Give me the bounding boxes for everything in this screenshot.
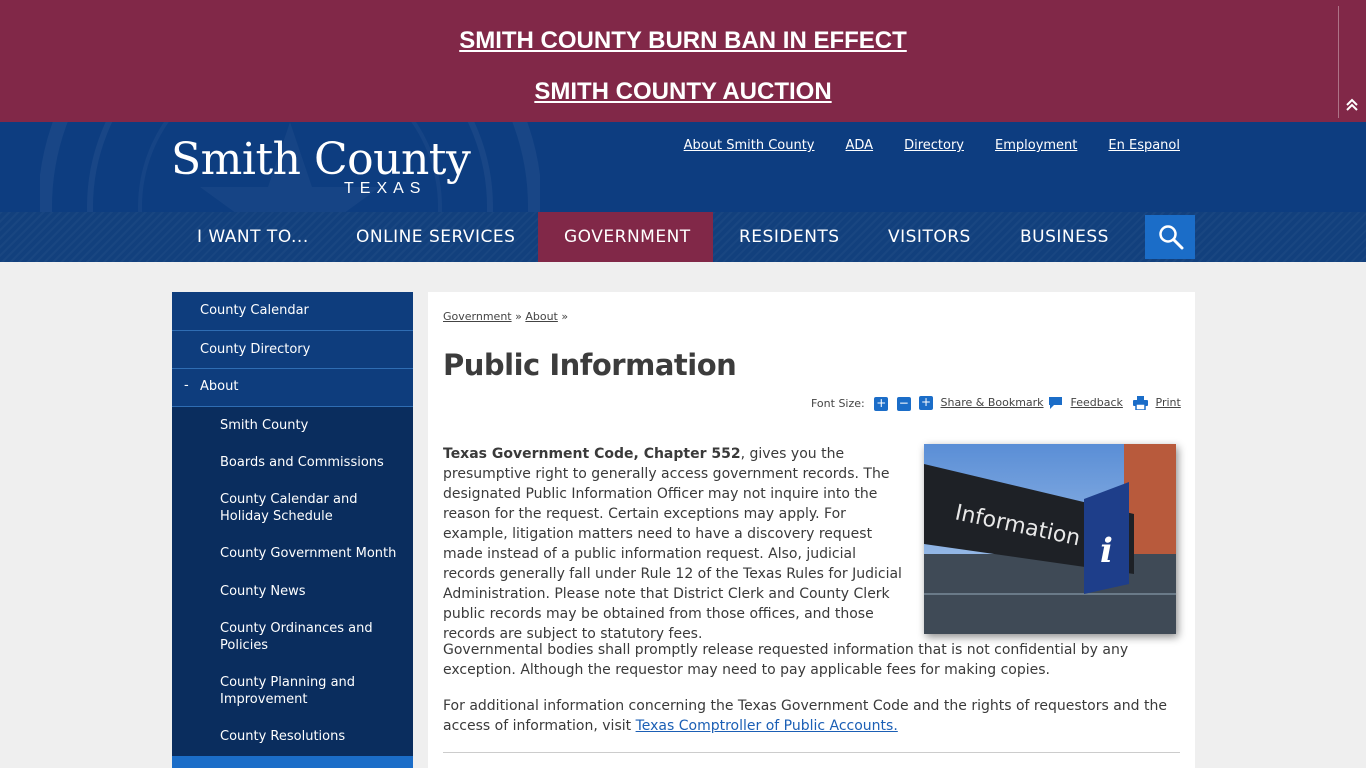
subnav-item-government-month[interactable]: County Government Month — [220, 546, 397, 561]
sidebar-item-label: About — [200, 379, 239, 394]
subnav-item-boards[interactable]: Boards and Commissions — [220, 455, 384, 470]
release-paragraph: Governmental bodies shall promptly release requested information that is not confidential by any exception. Although the requestor may need to pay applicable fees for making copies. — [443, 642, 1129, 678]
share-bookmark-link[interactable]: Share & Bookmark — [940, 396, 1044, 409]
sidebar-item-county-directory[interactable] — [172, 331, 413, 369]
search-icon — [1158, 224, 1184, 250]
sidebar-item-county-calendar[interactable] — [172, 292, 413, 331]
breadcrumb-about[interactable]: About — [525, 310, 558, 323]
search-button[interactable] — [1145, 215, 1195, 259]
feedback-tool[interactable] — [1048, 396, 1123, 410]
page-title: Public Information — [443, 348, 737, 382]
additional-info-paragraph — [443, 696, 1183, 736]
additional-info-text: For additional information concerning the Texas Government Code and the rights of requestors and the access of information, visit — [443, 698, 1167, 734]
breadcrumb-separator: » — [515, 310, 522, 323]
breadcrumb-separator: » — [561, 310, 569, 323]
sidebar-item-label: County Directory — [200, 342, 311, 357]
font-decrease-minus-icon[interactable]: − — [898, 396, 909, 410]
nav-government[interactable]: GOVERNMENT — [538, 212, 713, 262]
sidebar-item-label: County Calendar — [200, 303, 309, 318]
sidebar-subnav — [172, 407, 413, 756]
font-size-label: Font Size: — [811, 397, 865, 410]
share-bookmark-tool[interactable] — [919, 396, 1044, 410]
breadcrumb-government[interactable]: Government — [443, 310, 512, 323]
alert-divider — [1338, 6, 1339, 118]
site-logo-title[interactable]: Smith County — [171, 134, 471, 185]
font-size-tool — [811, 397, 911, 411]
sidebar-next-item[interactable] — [172, 756, 413, 768]
nav-i-want-to[interactable]: I WANT TO... — [197, 227, 309, 247]
alert-banner — [0, 0, 1366, 122]
subnav-item-calendar-holiday[interactable]: County Calendar and Holiday Schedule — [220, 492, 358, 524]
image-sign-text: Information — [952, 500, 1083, 552]
subnav-item-smith-county[interactable]: Smith County — [220, 418, 309, 433]
information-sign-image — [924, 444, 1176, 634]
comptroller-link[interactable]: Texas Comptroller of Public Accounts. — [635, 718, 898, 734]
font-increase-plus-icon[interactable]: + — [876, 396, 887, 410]
subnav-item-resolutions[interactable]: County Resolutions — [220, 729, 346, 744]
govt-code-bold: Texas Government Code, Chapter 552 — [443, 446, 741, 462]
subnav-item-ordinances[interactable]: County Ordinances and Policies — [220, 621, 373, 653]
util-link-employment[interactable]: Employment — [995, 138, 1078, 153]
content-divider — [443, 752, 1180, 753]
information-sign-icon — [924, 444, 1176, 634]
main-content — [428, 292, 1195, 768]
nav-visitors[interactable]: VISITORS — [888, 227, 971, 247]
image-sign-icon-letter: i — [1100, 531, 1113, 571]
nav-business[interactable]: BUSINESS — [1020, 227, 1109, 247]
util-link-espanol[interactable]: En Espanol — [1108, 138, 1180, 153]
sidebar-item-about[interactable] — [172, 369, 413, 407]
util-link-directory[interactable]: Directory — [904, 138, 964, 153]
intro-paragraph — [443, 444, 908, 644]
feedback-speech-icon — [1048, 396, 1063, 410]
intro-paragraph-text: , gives you the presumptive right to generally access government records. The designated Public Information Officer may not inquire into the reason for the request. Certain exceptions may apply. For example, litigation matters need to have a discovery request made instead of a public information request. Also, judicial records generally fall under Rule 12 of the Texas Rules for Judicial Administration. Please note that District Clerk and County Clerk public records may be obtained from those offices, and those records are subject to statutory fees. — [443, 446, 902, 642]
print-tool[interactable] — [1133, 396, 1181, 410]
alert-link-auction[interactable]: SMITH COUNTY AUCTION — [534, 78, 832, 105]
collapse-chevron-up-icon[interactable] — [1344, 97, 1360, 113]
breadcrumb — [443, 310, 568, 323]
nav-online-services[interactable]: ONLINE SERVICES — [356, 227, 516, 247]
print-icon — [1133, 396, 1148, 410]
nav-residents[interactable]: RESIDENTS — [739, 227, 840, 247]
collapse-toggle-icon[interactable]: - — [184, 378, 189, 393]
site-header — [0, 122, 1366, 212]
alert-link-burn-ban[interactable]: SMITH COUNTY BURN BAN IN EFFECT — [459, 27, 907, 54]
site-logo-subtitle: TEXAS — [344, 180, 427, 197]
util-link-ada[interactable]: ADA — [845, 138, 874, 153]
utility-nav — [684, 138, 1180, 153]
sidebar-nav — [172, 292, 413, 768]
subnav-item-county-news[interactable]: County News — [220, 584, 306, 599]
subnav-item-planning[interactable]: County Planning and Improvement — [220, 675, 356, 707]
share-plus-icon: + — [920, 395, 932, 409]
print-link[interactable]: Print — [1155, 396, 1181, 409]
util-link-about[interactable]: About Smith County — [683, 138, 815, 153]
feedback-link[interactable]: Feedback — [1070, 396, 1123, 409]
